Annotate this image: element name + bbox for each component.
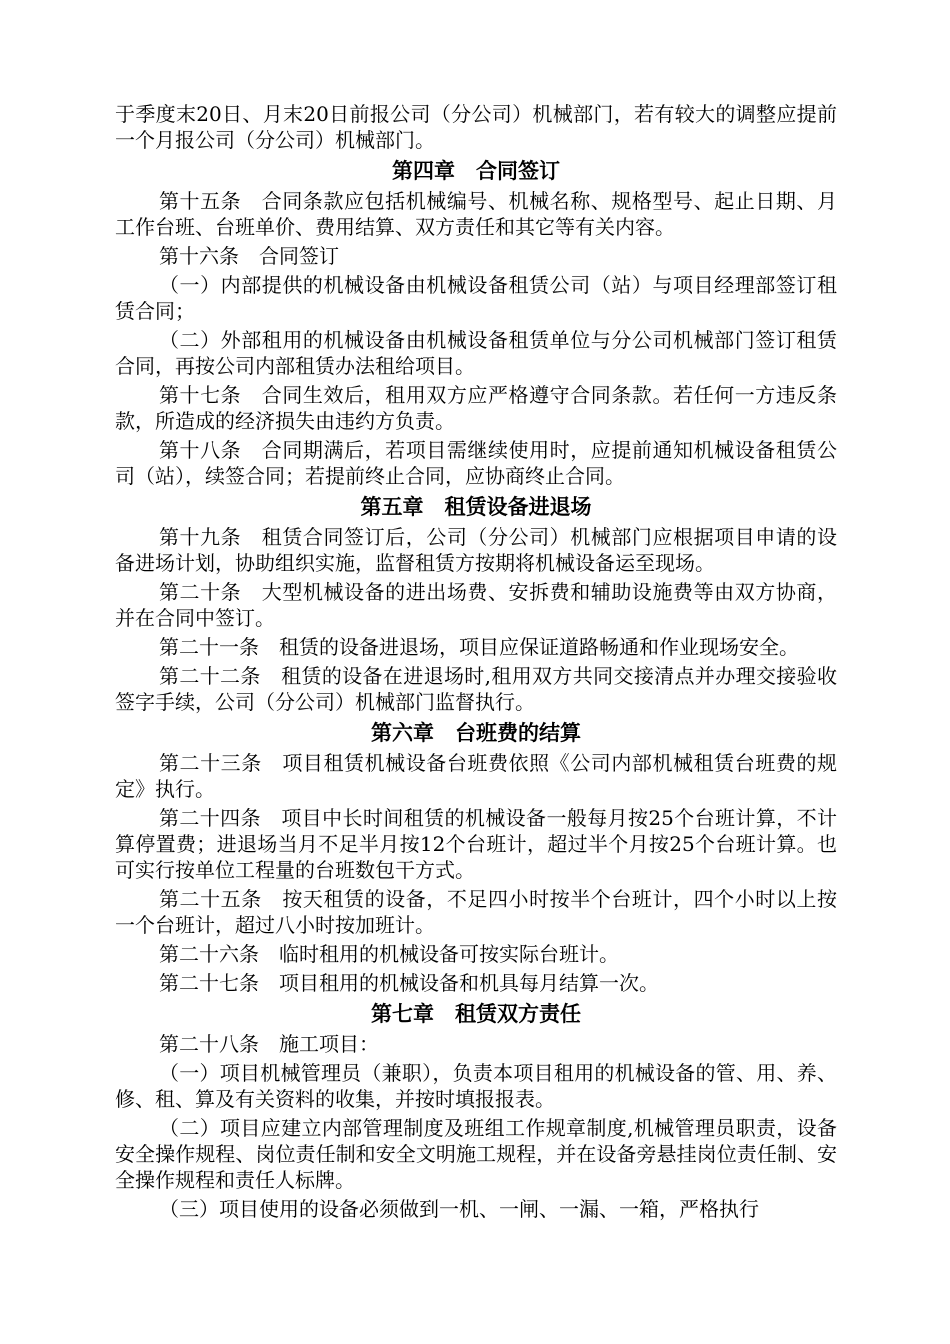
paragraph: 第十七条 合同生效后，租用双方应严格遵守合同条款。若任何一方违反条款，所造成的经济损失由违约方负责。 <box>115 383 837 433</box>
paragraph: 第二十四条 项目中长时间租赁的机械设备一般每月按25个台班计算，不计算停置费；进退场当月不足半月按12个台班计，超过半个月按25个台班计算。也可实行按单位工程量的台班数包干方式。 <box>115 806 837 882</box>
paragraph: 第二十二条 租赁的设备在进退场时,租用双方共同交接清点并办理交接验收签字手续，公司（分公司）机械部门监督执行。 <box>115 664 837 714</box>
paragraph: 第二十六条 临时租用的机械设备可按实际台班计。 <box>159 942 619 966</box>
paragraph: （二）项目应建立内部管理制度及班组工作规章制度,机械管理员职责，设备安全操作规程、岗位责任制和安全文明施工规程，并在设备旁悬挂岗位责任制、安全操作规程和责任人标牌。 <box>115 1116 837 1192</box>
paragraph: 第二十五条 按天租赁的设备，不足四小时按半个台班计，四个小时以上按一个台班计，超过八小时按加班计。 <box>115 887 837 937</box>
paragraph: 第二十三条 项目租赁机械设备台班费依照《公司内部机械租赁台班费的规定》执行。 <box>115 751 837 801</box>
chapter-heading: 第六章 台班费的结算 <box>371 721 581 745</box>
paragraph: 第二十一条 租赁的设备进退场，项目应保证道路畅通和作业现场安全。 <box>159 635 799 659</box>
paragraph: 第十九条 租赁合同签订后，公司（分公司）机械部门应根据项目申请的设备进场计划，协助组织实施，监督租赁方按期将机械设备运至现场。 <box>115 525 837 575</box>
chapter-heading: 第五章 租赁设备进退场 <box>360 495 592 519</box>
chapter-heading: 第四章 合同签订 <box>392 159 560 183</box>
paragraph: （一）项目机械管理员（兼职），负责本项目租用的机械设备的管、用、养、修、租、算及有关资料的收集，并按时填报报表。 <box>115 1061 837 1111</box>
paragraph: （三）项目使用的设备必须做到一机、一闸、一漏、一箱，严格执行 <box>159 1197 759 1221</box>
paragraph: 第十五条 合同条款应包括机械编号、机械名称、规格型号、起止日期、月工作台班、台班单价、费用结算、双方责任和其它等有关内容。 <box>115 189 837 239</box>
chapter-heading: 第七章 租赁双方责任 <box>371 1002 581 1026</box>
paragraph: （二）外部租用的机械设备由机械设备租赁单位与分公司机械部门签订租赁合同，再按公司内部租赁办法租给项目。 <box>115 328 837 378</box>
document-page <box>115 101 837 1225</box>
paragraph: 第二十条 大型机械设备的进出场费、安拆费和辅助设施费等由双方协商，并在合同中签订。 <box>115 580 837 630</box>
paragraph: （一）内部提供的机械设备由机械设备租赁公司（站）与项目经理部签订租赁合同； <box>115 273 837 323</box>
paragraph: 于季度末20日、月末20日前报公司（分公司）机械部门，若有较大的调整应提前一个月报公司（分公司）机械部门。 <box>115 102 837 152</box>
paragraph: 第十六条 合同签订 <box>159 244 339 268</box>
paragraph: 第二十八条 施工项目： <box>159 1032 379 1056</box>
paragraph: 第十八条 合同期满后，若项目需继续使用时，应提前通知机械设备租赁公司（站），续签合同；若提前终止合同，应协商终止合同。 <box>115 438 837 488</box>
paragraph: 第二十七条 项目租用的机械设备和机具每月结算一次。 <box>159 971 659 995</box>
